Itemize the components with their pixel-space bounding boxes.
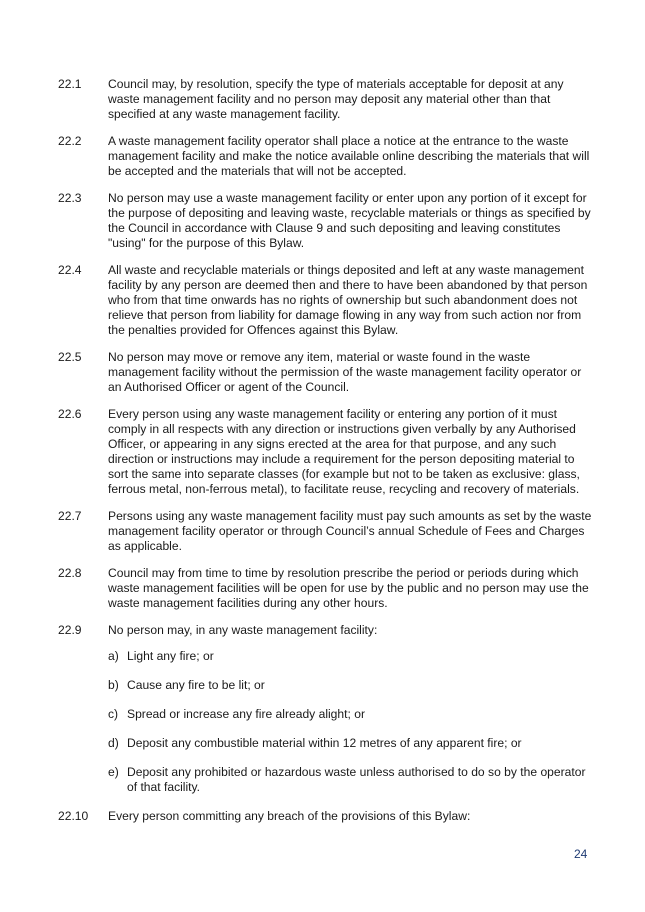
clause-22-8: [58, 566, 598, 611]
clause-number: 22.9: [58, 623, 82, 637]
clause-22-2: [58, 134, 598, 179]
clause-text: A waste management facility operator shall place a notice at the entrance to the waste management facility and make the notice available online describing the materials that will be accepted and the materials that will not be accepted.: [108, 134, 590, 178]
clause-text: Persons using any waste management facility must pay such amounts as set by the waste management facility operator or through Council’s annual Schedule of Fees and Charges as applicable.: [108, 509, 592, 553]
clause-22-10: [58, 809, 598, 824]
subitem-text: Spread or increase any fire already alight; or: [127, 707, 365, 721]
subitem-a: [108, 649, 598, 664]
clause-text: All waste and recyclable materials or things deposited and left at any waste management facility by any person are deemed then and there to have been abandoned by that person who from that time onwards has no rights of ownership but such abandonment does not relieve that person from liability for damage flowing in any way from such action nor from the penalties provided for Offences against this Bylaw.: [108, 263, 588, 337]
subitem-letter: b): [108, 678, 119, 692]
clause-number: 22.3: [58, 191, 82, 205]
clause-text: No person may, in any waste management facility:: [108, 623, 378, 637]
subitem-b: [108, 678, 598, 693]
subitem-letter: e): [108, 765, 119, 779]
subitem-text: Light any fire; or: [127, 649, 214, 663]
page-number: 24: [574, 847, 588, 861]
clause-number: 22.5: [58, 350, 82, 364]
subitem-text: Deposit any combustible material within 12 metres of any apparent fire; or: [127, 736, 522, 750]
clause-text: Council may, by resolution, specify the type of materials acceptable for deposit at any waste management facility and no person may deposit any material other than that specified at any waste management facility.: [108, 77, 564, 121]
subitem-e: [108, 765, 598, 795]
clause-number: 22.7: [58, 509, 82, 523]
clause-22-9: [58, 623, 598, 638]
clause-text: No person may use a waste management facility or enter upon any portion of it except for the purpose of depositing and leaving waste, recyclable materials or things as specified by the Council in accordance with Clause 9 and such depositing and leaving constitutes "using" for the purpose of this Bylaw.: [108, 191, 591, 250]
subitem-letter: a): [108, 649, 119, 663]
subitem-c: [108, 707, 598, 722]
subitem-letter: c): [108, 707, 119, 721]
clause-number: 22.2: [58, 134, 82, 148]
subitem-d: [108, 736, 598, 751]
clause-22-9-subitems: [108, 649, 598, 795]
clause-number: 22.6: [58, 407, 82, 421]
subitem-letter: d): [108, 736, 119, 750]
clause-22-6: [58, 407, 598, 497]
clause-number: 22.10: [58, 809, 89, 823]
clause-text: No person may move or remove any item, material or waste found in the waste management facility without the permission of the waste management facility operator or an Authorised Officer or agent of the Council.: [108, 350, 582, 394]
clause-number: 22.8: [58, 566, 82, 580]
clause-22-3: [58, 191, 598, 251]
clause-22-5: [58, 350, 598, 395]
clause-text: Council may from time to time by resolution prescribe the period or periods during which waste management facilities will be open for use by the public and no person may use the waste management facilities during any other hours.: [108, 566, 589, 610]
clause-text: Every person committing any breach of the provisions of this Bylaw:: [108, 809, 471, 823]
clause-22-7: [58, 509, 598, 554]
subitem-text: Cause any fire to be lit; or: [127, 678, 265, 692]
clause-text: Every person using any waste management facility or entering any portion of it must comply in all respects with any direction or instructions given verbally by any Authorised Officer, or appearing in any signs erected at the area for that purpose, and any such direction or instructions may include a requirement for the person depositing material to sort the same into separate classes (for example but not to be taken as exclusive: glass, ferrous metal, non-ferrous metal), to facilitate reuse, recycling and recovery of materials.: [108, 407, 580, 496]
clause-list: [58, 77, 598, 836]
clause-22-4: [58, 263, 598, 338]
subitem-text: Deposit any prohibited or hazardous waste unless authorised to do so by the operator of that facility.: [127, 765, 586, 794]
clause-22-1: [58, 77, 598, 122]
clause-number: 22.1: [58, 77, 82, 91]
clause-number: 22.4: [58, 263, 82, 277]
